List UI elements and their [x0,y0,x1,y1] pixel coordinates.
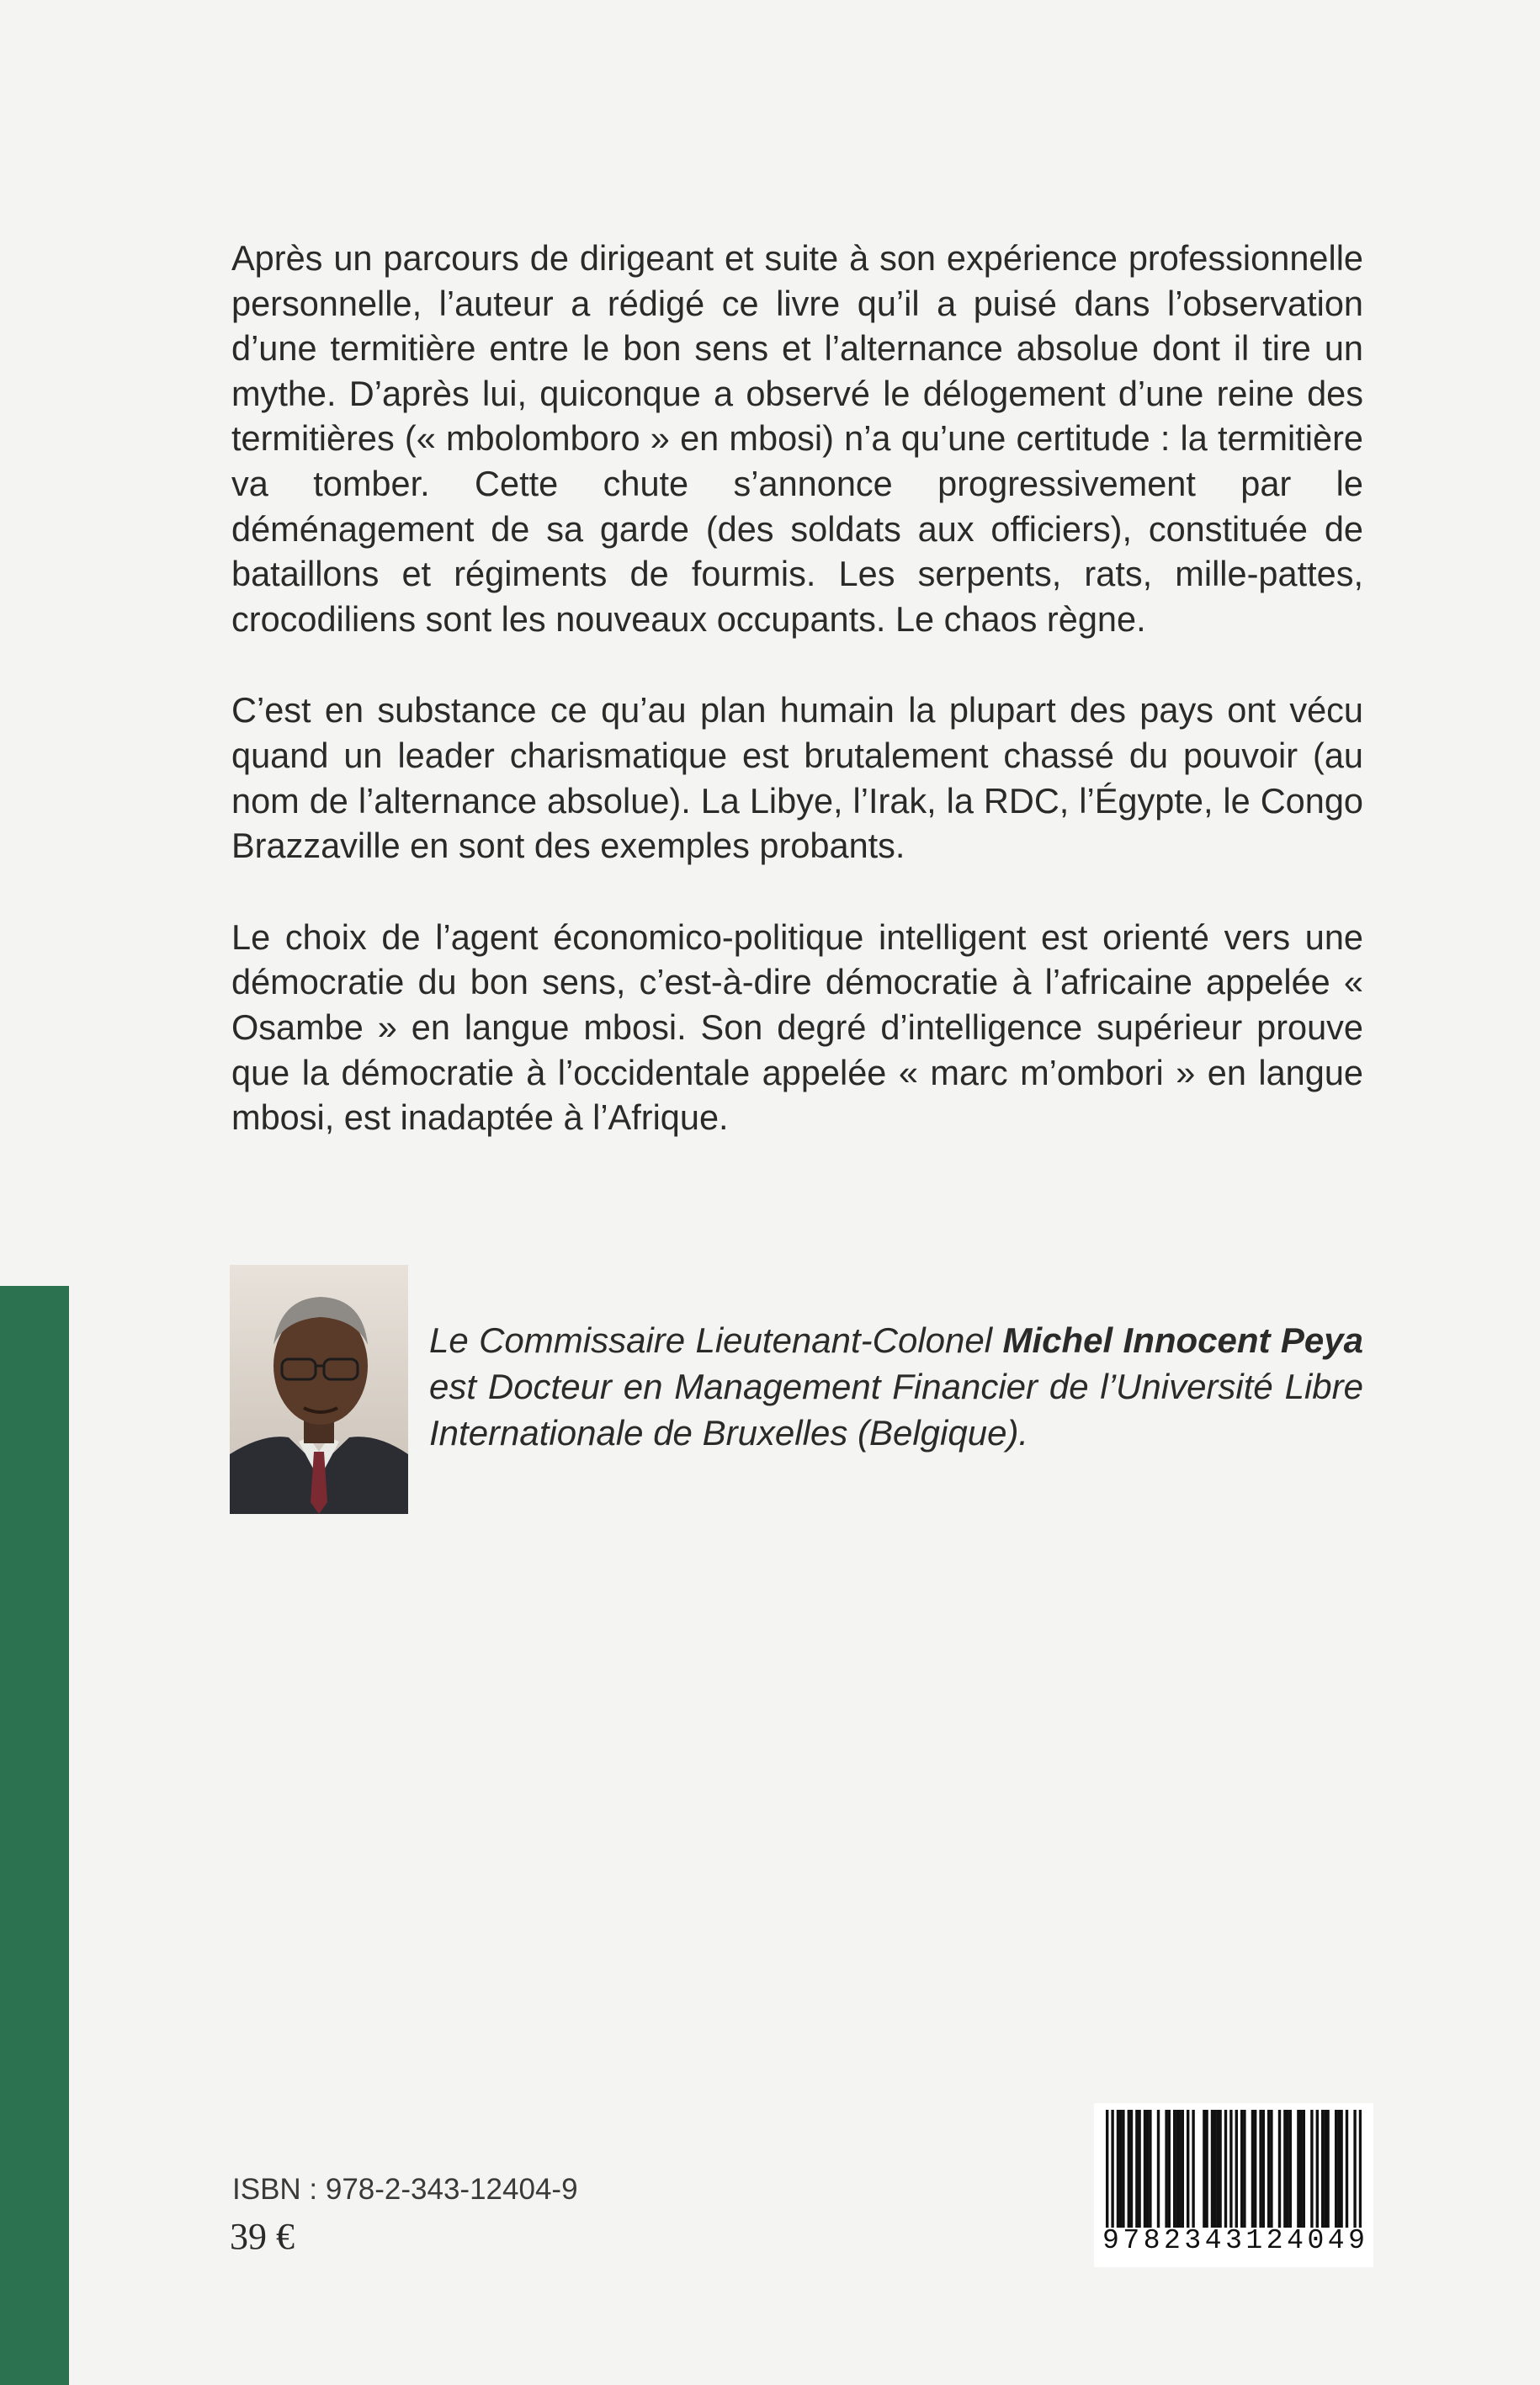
barcode-bar [1326,2110,1329,2228]
spine-stripe [0,1286,69,2385]
barcode-bar [1128,2110,1130,2228]
barcode-digit: 2 [1164,2225,1181,2256]
barcode-bar [1117,2110,1119,2228]
barcode-bar [1135,2110,1138,2228]
barcode-bars [1106,2110,1362,2228]
barcode-bar [1340,2110,1342,2228]
barcode-bar [1203,2110,1205,2228]
barcode-bar [1130,2110,1133,2228]
barcode-bar [1182,2110,1184,2228]
barcode-bar [1321,2110,1324,2228]
barcode-digit: 3 [1225,2225,1242,2256]
barcode-bar [1259,2110,1261,2228]
barcode-bar [1286,2110,1288,2228]
barcode-bar [1165,2110,1167,2228]
barcode-digit: 9 [1348,2225,1365,2256]
barcode-bar [1216,2110,1219,2228]
barcode-bar [1119,2110,1122,2228]
barcode-bar [1254,2110,1256,2228]
barcode-digit: 9 [1102,2225,1119,2256]
barcode-digit: 0 [1307,2225,1325,2256]
barcode-bar [1251,2110,1254,2228]
barcode-bar [1176,2110,1178,2228]
barcode-bar [1324,2110,1326,2228]
barcode-digit: 8 [1143,2225,1160,2256]
barcode-bar [1146,2110,1149,2228]
barcode-bar [1213,2110,1216,2228]
barcode-digit: 4 [1287,2225,1304,2256]
barcode-digit: 2 [1266,2225,1283,2256]
barcode-bar [1111,2110,1113,2228]
bio-intro: Le Commissaire Lieutenant-Colonel [429,1320,1003,1360]
barcode-bar [1187,2110,1189,2228]
barcode-bar [1229,2110,1232,2228]
author-photo [230,1265,408,1514]
barcode-bar [1310,2110,1313,2228]
barcode-bar [1106,2110,1108,2228]
price: 39 € [230,2216,295,2257]
barcode-bar [1353,2110,1356,2228]
barcode-bar [1173,2110,1176,2228]
barcode-bar [1240,2110,1243,2228]
barcode-bar [1205,2110,1208,2228]
barcode-bar [1359,2110,1362,2228]
blurb-paragraph-2: C’est en substance ce qu’au plan humain la plupart des pays ont vécu quand un leader charismatique est brutalement chassé du pouvoir (au nom de l’alternance absolue). La Libye, l’Irak, la RDC, l’Égypte, le Congo Brazzaville en sont des exemples probants. [231,690,1363,866]
bio-rest: est Docteur en Management Financier de l’Université Libre Internationale de Bruxelles (Belgique). [429,1367,1363,1453]
isbn: ISBN : 978-2-343-12404-9 [232,2173,578,2206]
author-name: Michel Innocent Peya [1002,1320,1363,1360]
barcode-bar [1235,2110,1238,2228]
barcode-bar [1289,2110,1292,2228]
barcode-bar [1303,2110,1305,2228]
barcode-bar [1316,2110,1319,2228]
blurb-paragraph-1: Après un parcours de dirigeant et suite à son expérience professionnelle personnelle, l’auteur a rédigé ce livre qu’il a puisé dans l’observation d’une termitière entre le bon sens et l’alternance absolue dont il tire un mythe. D’après lui, quiconque a observé le délogement d’une reine des termitières (« mbolomboro » en mbosi) n’a qu’une certitude : la termitière va tomber. Cette chute s’annonce progressivement par le déménagement de sa garde (des soldats aux officiers), constituée de bataillons et régiments de fourmis. Les serpents, rats, mille-pattes, crocodiliens sont les nouveaux occupants. Le chaos règne. [231,238,1363,639]
barcode-bar [1297,2110,1299,2228]
blurb-paragraph-3: Le choix de l’agent économico-politique intelligent est orienté vers une démocratie du bon sens, c’est-à-dire démocratie à l’africaine appelée « Osambe » en langue mbosi. Son degré d’intelligence supérieur prouve que la démocratie à l’occidentale appelée « marc m’ombori » en langue mbosi, est inadaptée à l’Afrique. [231,916,1363,1138]
barcode-bar [1192,2110,1194,2228]
barcode-digit: 4 [1327,2225,1345,2256]
barcode-bar [1168,2110,1171,2228]
barcode-digit: 1 [1245,2225,1263,2256]
barcode-digit: 4 [1204,2225,1222,2256]
barcode-digit: 7 [1123,2225,1140,2256]
barcode-bar [1283,2110,1286,2228]
barcode-digit: 3 [1184,2225,1202,2256]
barcode-bar [1243,2110,1245,2228]
barcode-bar [1262,2110,1265,2228]
barcode-bar [1335,2110,1337,2228]
barcode-bar [1178,2110,1181,2228]
barcode-bar [1270,2110,1272,2228]
back-cover-blurb [231,236,1363,1187]
barcode-bar [1278,2110,1281,2228]
barcode-bar [1144,2110,1146,2228]
barcode-bar [1149,2110,1151,2228]
barcode-digits [1102,2225,1365,2256]
barcode-bar [1157,2110,1160,2228]
barcode-bar [1267,2110,1270,2228]
barcode [1094,2103,1373,2267]
barcode-bar [1224,2110,1227,2228]
barcode-bar [1219,2110,1221,2228]
author-bio [429,1317,1363,1456]
barcode-bar [1337,2110,1340,2228]
barcode-bar [1211,2110,1213,2228]
barcode-bar [1299,2110,1302,2228]
barcode-bar [1122,2110,1124,2228]
barcode-bar [1138,2110,1140,2228]
barcode-bar [1346,2110,1348,2228]
